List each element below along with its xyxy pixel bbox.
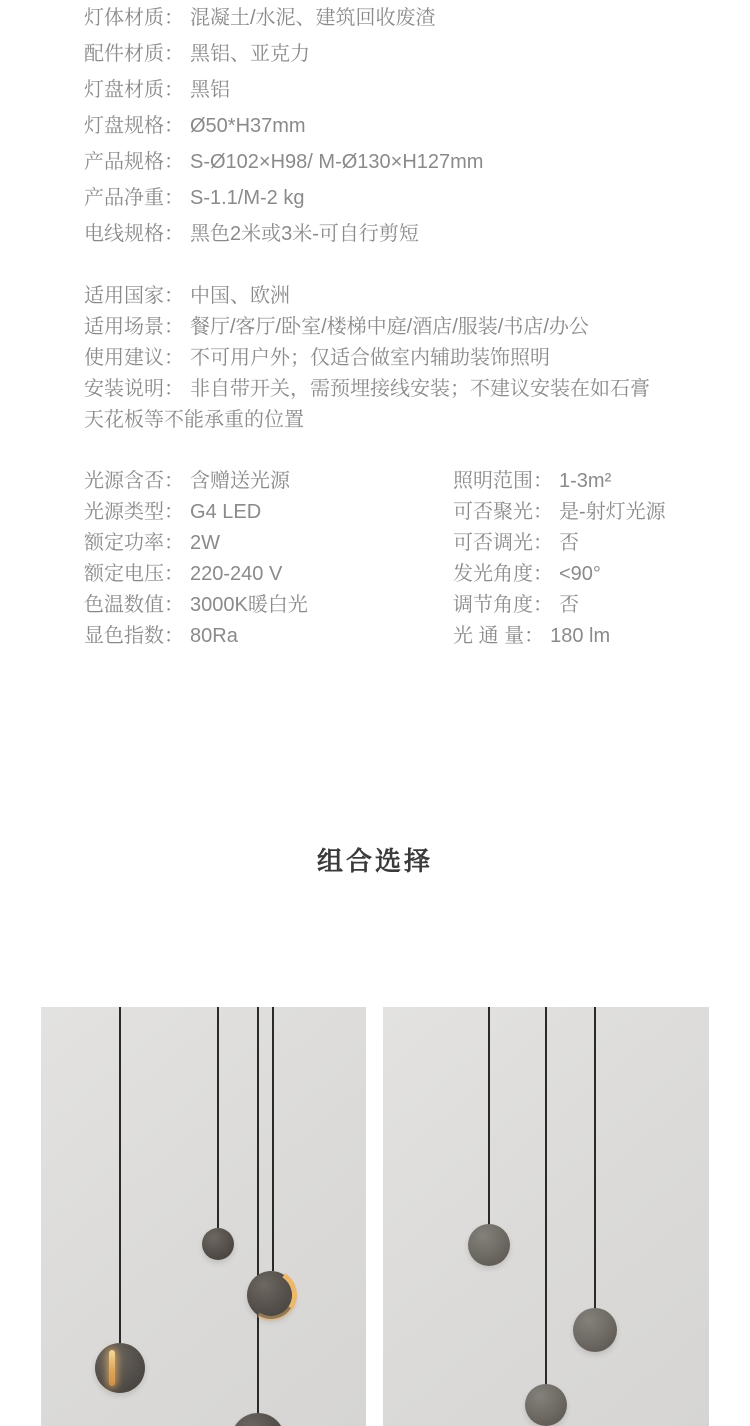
spec-column-left — [84, 466, 453, 652]
spec-label: 光 通 量： — [453, 625, 545, 647]
spec-label: 灯盘材质： — [84, 79, 184, 101]
spec-value: Ø50*H37mm — [190, 115, 306, 137]
spec-value: 中国、欧洲 — [190, 285, 290, 307]
spec-value: 餐厅/客厅/卧室/楼梯中庭/酒店/服装/书店/办公 — [190, 316, 589, 338]
spec-row — [84, 144, 750, 180]
section-title: 组合选择 — [316, 846, 433, 876]
spec-label: 可否聚光： — [453, 501, 553, 523]
spec-row — [453, 621, 666, 652]
pendant-lamp-bottom — [231, 1413, 285, 1426]
pendant-lamp-lit-ring — [247, 1271, 295, 1319]
pendant-lamp-small — [202, 1228, 234, 1260]
spec-row — [84, 216, 750, 252]
spec-label: 电线规格： — [84, 223, 184, 245]
pendant-cable — [257, 1007, 259, 1413]
spec-label: 安装说明： — [84, 378, 184, 400]
spec-value: 黑铝 — [190, 79, 230, 101]
spec-section-light — [0, 466, 750, 652]
spec-row — [84, 36, 750, 72]
spec-value: S-Ø102×H98/ M-Ø130×H127mm — [190, 151, 484, 173]
spec-value: 非自带开关，需预埋接线安装；不建议安装在如石膏天花板等不能承重的位置 — [84, 378, 650, 431]
spec-row — [453, 559, 666, 590]
spec-label: 使用建议： — [84, 347, 184, 369]
spec-label: 照明范围： — [453, 470, 553, 492]
spec-label: 灯盘规格： — [84, 115, 184, 137]
spec-row — [84, 559, 453, 590]
spec-row — [84, 108, 750, 144]
spec-value: 是-射灯光源 — [559, 501, 666, 523]
spec-row — [84, 374, 664, 436]
spec-value: 80Ra — [190, 625, 238, 647]
spec-label: 额定电压： — [84, 563, 184, 585]
pendant-cable — [272, 1007, 274, 1271]
spec-row — [84, 312, 664, 343]
spec-row — [84, 466, 453, 497]
spec-label: 适用场景： — [84, 316, 184, 338]
spec-column-right — [453, 466, 666, 652]
spec-value: 含赠送光源 — [190, 470, 290, 492]
combo-gallery — [0, 1007, 750, 1426]
spec-label: 灯体材质： — [84, 7, 184, 29]
combo-image-left — [41, 1007, 366, 1426]
spec-label: 色温数值： — [84, 594, 184, 616]
spec-row — [84, 0, 750, 36]
spec-label: 光源类型： — [84, 501, 184, 523]
spec-row — [84, 180, 750, 216]
spec-row — [453, 466, 666, 497]
spec-label: 显色指数： — [84, 625, 184, 647]
spec-value: S-1.1/M-2 kg — [190, 187, 305, 209]
spec-label: 可否调光： — [453, 532, 553, 554]
spec-row — [84, 621, 453, 652]
spec-section-usage — [0, 281, 664, 436]
pendant-cable — [545, 1007, 547, 1385]
spec-value: 2W — [190, 532, 220, 554]
spec-value: 黑铝、亚克力 — [190, 43, 310, 65]
spec-label: 发光角度： — [453, 563, 553, 585]
spec-section-basic — [0, 0, 750, 252]
spec-row — [84, 281, 664, 312]
pendant-lamp-concrete — [573, 1308, 617, 1352]
pendant-cable — [119, 1007, 121, 1343]
spec-value: 3000K暖白光 — [190, 594, 308, 616]
spec-value: 220-240 V — [190, 563, 283, 585]
spec-row — [453, 590, 666, 621]
spec-value: 不可用户外；仅适合做室内辅助装饰照明 — [190, 347, 550, 369]
combo-image-right — [383, 1007, 709, 1426]
spec-value: 黑色2米或3米-可自行剪短 — [190, 223, 419, 245]
spec-row — [453, 497, 666, 528]
spec-row — [84, 590, 453, 621]
spec-row — [84, 343, 664, 374]
lamp-glow-slit — [109, 1350, 115, 1386]
pendant-lamp-lit-slit — [95, 1343, 145, 1393]
spec-label: 调节角度： — [453, 594, 553, 616]
spec-value: 否 — [559, 532, 579, 554]
pendant-cable — [594, 1007, 596, 1309]
spec-row — [84, 497, 453, 528]
pendant-lamp-concrete — [468, 1224, 510, 1266]
spec-label: 额定功率： — [84, 532, 184, 554]
spec-value: <90° — [559, 563, 601, 585]
spec-value: 180 lm — [550, 625, 611, 647]
spec-value: 1-3m² — [559, 470, 612, 492]
spec-label: 适用国家： — [84, 285, 184, 307]
spec-value: 混凝土/水泥、建筑回收废渣 — [190, 7, 436, 29]
lamp-glow-ring — [240, 1264, 302, 1326]
spec-value: 否 — [559, 594, 579, 616]
spec-row — [84, 72, 750, 108]
pendant-cable — [488, 1007, 490, 1225]
pendant-lamp-concrete — [525, 1384, 567, 1426]
spec-value: G4 LED — [190, 501, 262, 523]
spec-label: 产品净重： — [84, 187, 184, 209]
pendant-cable — [217, 1007, 219, 1228]
spec-row — [84, 528, 453, 559]
spec-label: 产品规格： — [84, 151, 184, 173]
spec-row — [453, 528, 666, 559]
spec-label: 配件材质： — [84, 43, 184, 65]
spec-label: 光源含否： — [84, 470, 184, 492]
